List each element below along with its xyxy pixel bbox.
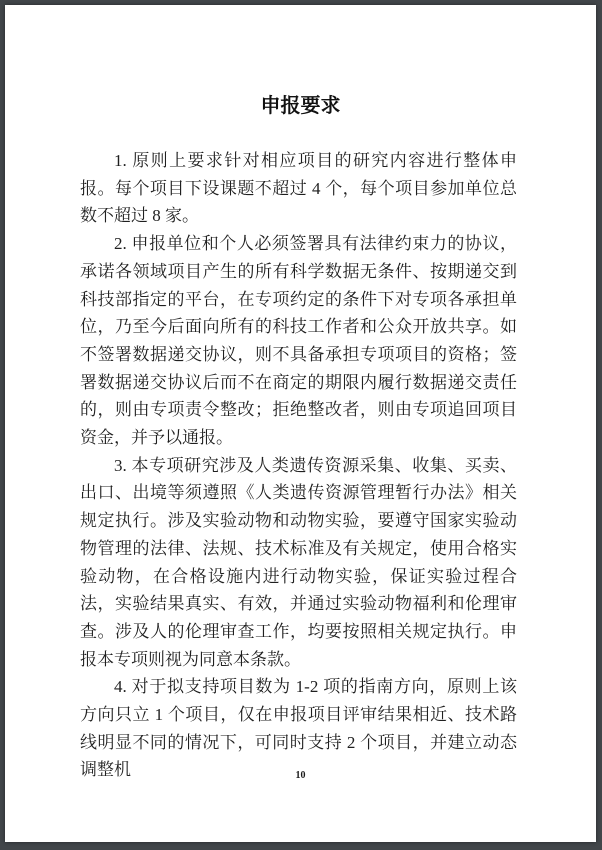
document-body (80, 147, 517, 784)
paragraph: 2. 申报单位和个人必须签署具有法律约束力的协议，承诺各领域项目产生的所有科学数据无条件、按期递交到科技部指定的平台，在专项约定的条件下对专项各承担单位，乃至今后面向所有的科技工作者和公众开放共享。如不签署数据递交协议，则不具备承担专项项目的资格；签署数据递交协议后而不在商定的期限内履行数据递交责任的，则由专项责令整改；拒绝整改者，则由专项追回项目资金，并予以通报。 (80, 234, 517, 448)
document-page (5, 5, 596, 842)
page-title: 申报要求 (260, 95, 341, 117)
paragraph: 3. 本专项研究涉及人类遗传资源采集、收集、买卖、出口、出境等须遵照《人类遗传资源管理暂行办法》相关规定执行。涉及实验动物和动物实验，要遵守国家实验动物管理的法律、法规、技术标准及有关规定，使用合格实验动物，在合格设施内进行动物实验，保证实验过程合法，实验结果真实、有效，并通过实验动物福利和伦理审查。涉及人的伦理审查工作，均要按照相关规定执行。申报本专项则视为同意本条款。 (80, 455, 517, 669)
paragraph: 1. 原则上要求针对相应项目的研究内容进行整体申报。每个项目下设课题不超过 4 个，每个项目参加单位总数不超过 8 家。 (80, 151, 517, 226)
paragraph: 4. 对于拟支持项目数为 1-2 项的指南方向，原则上该方向只立 1 个项目，仅在申报项目评审结果相近、技术路线明显不同的情况下，可同时支持 2 个项目，并建立动态调整机 (80, 677, 517, 780)
page-number: 10 (295, 770, 306, 781)
